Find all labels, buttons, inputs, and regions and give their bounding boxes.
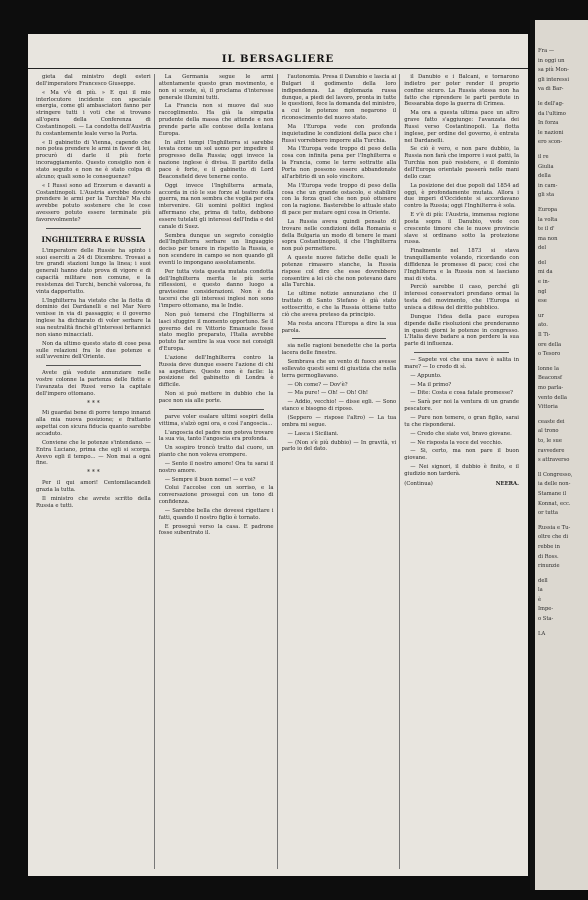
adjacent-text-fragment: in cam- <box>538 182 558 189</box>
paragraph: Ma l'Europa vede troppo di peso della cosa che un grande ostacolo, e stabilire con la forza quel che non può ottenere con la ragione. Basterebbe lo attuale stato di pace per mutare ogni cosa in Oriente. <box>281 182 397 217</box>
adjacent-text-fragment: la <box>538 587 543 594</box>
adjacent-text-fragment: ur <box>538 312 544 319</box>
paragraph: Il ministro che avrete scritto della Russia e tutti. <box>36 495 151 509</box>
paragraph: La Russia aveva quindi pensato di trovare nelle condizioni della Romania e della Bulgaria un modo di tenere le mani sopra Costantinopoli, il che l'Inghilterra non può permettere. <box>281 218 397 253</box>
adjacent-text-fragment: Stamane il <box>538 490 567 497</box>
adjacent-text-fragment: Il Ti- <box>538 332 551 339</box>
paragraph: Per il qui amori! Centomilacandeli grazia la tutta. <box>36 480 151 493</box>
continua-label: (Continua) <box>404 480 433 487</box>
adjacent-text-fragment: le dell'ag- <box>538 100 564 107</box>
paragraph: « I Russi sono ad Erzerum e davanti a Costantinopoli. L'Austria avrebbe dovuto prendere le armi per la Turchia? Ma chi avrebbe potuto sostenere che le cose avessero potuto essere terminate più favorevolmente? <box>36 182 151 223</box>
adjacent-text-fragment: da l'ultimo <box>538 110 566 117</box>
column-2 <box>159 74 278 869</box>
text-columns <box>36 74 522 869</box>
paragraph: — Pure non temere, o gran figlio, sarai tu che risponderai. <box>404 414 519 428</box>
paragraph: Colui l'accolse con un sorriso, e la conversazione proseguì con un tono di confidenza. <box>158 485 274 506</box>
paragraph: — Credo che siate voi, bravo giovane. <box>410 430 512 437</box>
paragraph: E proseguì verso la casa. E padrone fosse subentrato il. <box>158 523 274 537</box>
paragraph: (Seppero — rispose l'altro) — La tua ombra mi segue. <box>281 414 397 428</box>
divider <box>414 352 509 353</box>
adjacent-text-fragment: sa più Mon- <box>538 67 569 74</box>
divider <box>292 338 387 339</box>
adjacent-text-fragment: lonne la <box>538 365 559 372</box>
adjacent-text-fragment: te il d' <box>538 226 555 233</box>
paragraph: sia nelle ragioni benedette che la porta lacera delle finestre. <box>281 343 397 357</box>
paragraph: — Ma il primo? <box>410 381 452 388</box>
paragraph: A queste nuove fatiche delle quali le potenze rimasero stanche, la Russia rispose col dire che esse dovrebbero consentire a lei ciò che non potevano dare alla Turchia. <box>281 255 397 289</box>
paragraph: — Sempre il buon nome! — e voi? <box>164 476 256 483</box>
paragraph: Avete già vedute annunziare nelle vostre colonne la partenza delle flotte e l'avanzata dei Russi verso la capitale dell'impero ottomano. <box>36 370 151 397</box>
paragraph: Finalmente nel 1873 si stava tranquillamente volando, ricordando con diffidenza le promesse di pace; così che l'Inghilterra e la Russia non si lasciano mai di vista. <box>404 248 519 282</box>
paragraph: La Francia non si muove dal suo raccoglimento. Ha già la simpatia prudente della massa che attende e non prende parte alle contese della lontana Europa. <box>158 103 274 137</box>
paragraph: « Il gabinetto di Vienna, capendo che non potea prendere le armi in favor di lei, procurò di darle il più forte incoraggiamento. Questo consiglio non è stato seguito e non ne è stato colpa di alcuno; quali sono le conseguenze? <box>36 139 151 180</box>
paragraph: Se ciò è vero, e non pare dubbio, la Russia non farà che imporre i suoi patti, la Turchia non può resistere, e il dominio dell'Europa orientale passerà nelle mani dello czar. <box>404 146 519 180</box>
adjacent-text-fragment: di Ross. <box>538 553 559 560</box>
adjacent-text-fragment: il re <box>538 153 549 160</box>
paragraph: L'angoscia del padre non poteva trovare la sua via, tanto l'angoscia era profonda. <box>158 429 274 443</box>
adjacent-text-fragment: or tutta <box>538 510 558 517</box>
adjacent-text-fragment: Vittoria <box>538 404 558 411</box>
adjacent-text-fragment: ma non <box>538 235 558 242</box>
paragraph: l'autonomia. Presa il Danubio e lascia ai Bulgari il godimento della loro indipendenza. La diplomazia russa dunque, a piedi del lavoro, pronta in tutte le questioni, fece la domanda del ministro, a cui le potenze non negarono il riconoscimento del nuovo stato. <box>281 74 397 122</box>
adjacent-text-fragment: le nazioni <box>538 129 564 136</box>
adjacent-text-fragment: oltre che di <box>538 534 569 541</box>
section-separator: * * * <box>86 469 100 477</box>
paragraph: gieta dal ministro degli esteri dell'imperatore Francesco Giuseppe. <box>36 74 151 87</box>
adjacent-text-fragment: to, le sue <box>538 437 562 444</box>
paragraph: — Sapete voi che una nave è salita in mare? — Io credo di sì. <box>404 357 519 370</box>
paragraph: E v'è di più: l'Austria, immensa regione posta sopra il Danubio, vede con crescente timore che le nuove provincie slave si ordinano sotto la protezione russa. <box>404 212 519 246</box>
adjacent-text-fragment: del <box>538 245 547 252</box>
adjacent-text-fragment: Impe- <box>538 606 554 613</box>
paragraph: il Danubio e i Balcani, e tornarono indietro per poter render il proprio confine sicuro. La Russia stessa non ha fatto che riprendere le parti perdute in Bessarabia dopo la guerra di Crimea. <box>404 74 519 108</box>
adjacent-text-fragment: della <box>538 173 551 180</box>
adjacent-text-fragment: Konnat, ecc. <box>538 500 571 507</box>
paragraph: L'Inghilterra ha vietato che la flotta di dominio dei Dardanelli e nel Mar Nero venisse in via di passaggio; e il governo inglese ha dichiarato di voler serbare la sua neutralità finchè gl'interessi britannici non siano minacciati. <box>36 297 151 338</box>
adjacent-text-fragment: la volta <box>538 216 558 223</box>
paragraph: — (Non s'è più dubbio) — In gravità, vi parlo io del dato. <box>281 439 397 453</box>
paragraph: Ma l'Europa vede troppo di peso della cosa con infinita pena per l'Inghilterra e la Francia, come le terre sottratte alla Porta non possono essere abbandonate all'arbitrio di un solo vincitore. <box>281 146 397 180</box>
divider <box>46 365 141 366</box>
adjacent-text-fragment: s attraverso <box>538 457 570 464</box>
adjacent-text-fragment: o Tesoro <box>538 351 561 358</box>
paragraph: — Appunto. <box>410 372 442 379</box>
paragraph: L'imperatore delle Russie ha spinto i suoi eserciti a 24 di Dicembre. Trovasi a tre grandi stazioni lungo la linea; i suoi generali hanno dato prova di vigore e di capacità militare non comune, e la resistenza dei Turchi, benchè valorosa, fu vinta dappertutto. <box>36 247 151 295</box>
paragraph: Le ultime notizie annunziano che il trattato di Santo Stefano è già stato sottoscritto, e che la Russia ottiene tutto ciò che aveva preteso da principio. <box>281 291 397 318</box>
adjacent-text-fragment: dell <box>538 577 548 584</box>
paragraph: — Addio, vecchio! — disse egli. — Sono stanco e bisogno di riposo. <box>281 399 397 413</box>
paragraph: Sembrava che un vento di fuoco avesse sollevato questi semi di giustizia che nella terra germogliavano. <box>281 359 397 379</box>
adjacent-text-fragment: va di Bar- <box>538 86 564 93</box>
paragraph: — Oh come? — Dov'è? <box>287 381 348 388</box>
paragraph: « Ma v'è di più. » E qui il mio interlocutore incidente con speciale energia, come gli ambasciatori fanno per stringere tutti i voti che si trovano all'opera della Conferenza di Costantinopoli. — La condotta dell'Austria fu costantemente leale verso la Porta. <box>36 89 151 137</box>
paragraph: Non può temersi che l'Inghilterra si lasci sfuggire il momento opportuno. Se il governo del re Vittorio Emanuele fosse stato meglio preparato, l'Italia avrebbe potuto far sentire la sua voce nei consigli d'Europa. <box>158 311 274 353</box>
masthead-title: IL BERSAGLIERE <box>28 52 528 69</box>
adjacent-text-fragment: Russia e Tu- <box>538 524 571 531</box>
paragraph: Ma l'Europa vede con profonda inquietudine le condizioni della pace che i Russi vorrebbero imporre alla Turchia. <box>281 123 397 144</box>
column-4 <box>404 74 522 869</box>
paragraph: Per tutta vista questa mutata condotta dell'Inghilterra merita le più serie riflessioni, e questo danno luogo a gravissime considerazioni. Non è da tacersi che gli interessi inglesi non sono l'impero ottomano, ma le Indie. <box>158 268 274 309</box>
article-heading: INGHILTERRA E RUSSIA <box>41 234 146 244</box>
adjacent-text-fragment: rebbe in <box>538 543 560 550</box>
adjacent-text-fragment: In forza <box>538 120 559 127</box>
paragraph: — Nei signori, il dubbio è finito, e il giudizio non tarderà. <box>404 464 519 477</box>
adjacent-text-fragment: vento della <box>538 394 567 401</box>
adjacent-text-fragment: ese <box>538 298 547 305</box>
adjacent-text-fragment: Europa <box>538 206 558 213</box>
paragraph: Conviene che le potenze s'intendano. — Entra Luciano, prima che egli si scorga. Avevo egli il tempo... — Non mai a ogni fine. <box>36 439 151 467</box>
paragraph: In altri tempi l'Inghilterra si sarebbe levata come un sol uomo per impedire il progresso della Russia; oggi invece la nazione inglese è divisa. Il partito della pace è forte, e il gabinetto di Lord Beaconsfield deve tenerne conto. <box>158 139 274 180</box>
adjacent-text-fragment: ore della <box>538 341 562 348</box>
adjacent-text-fragment: o Sta- <box>538 616 554 623</box>
paragraph: — Dite: Costa e cosa fatale promesse? <box>410 390 513 397</box>
paragraph: La posizione dei due popoli dal 1854 ad oggi, è profondamente mutata. Allora i due imperi d'Occidente si accordavano contro la Russia; oggi l'Inghilterra è sola. <box>404 182 519 210</box>
paragraph: Sembra dunque un segreto consiglio dell'Inghilterra serbare un linguaggio deciso per tenere in rispetto la Russia, e non scendere in campo se non quando gli eventi lo impongano assolutamente. <box>158 232 274 266</box>
adjacent-text-fragment: LA <box>538 630 546 637</box>
paragraph: — Sento il nostro amore! Ora tu sarai il nostro amore. <box>158 460 274 474</box>
paragraph: parve voler esalare ultimi sospiri della vittima, s'alzò ogni ora, e così l'angoscia... <box>158 413 274 427</box>
paragraph: Oggi invece l'Inghilterra armata, accorda in ciò le sue forze al teatro della guerra, ma non sembra che voglia per ora intervenire. Gli uomini politici inglesi affermano che, prima di tutto, debbono essere tutelati gli interessi dell'India e del canale di Suez. <box>158 182 274 230</box>
page-gutter-shadow <box>530 20 535 890</box>
adjacent-page-edge <box>530 20 588 890</box>
paragraph: — Ma pure! — Oh! — Oh! Oh! <box>287 390 369 397</box>
paragraph: Ma ora a questa ultima pace un altro grave fatto s'aggiunge: l'avanzata dei Russi verso Costantinopoli. La flotta inglese, per ordine del governo, è entrata nei Dardanelli. <box>404 110 519 144</box>
paragraph: L'azione dell'Inghilterra contro la Russia deve dunque essere l'azione di chi sa aspettare. Questo non è facile: la posizione del gabinetto di Londra è difficile. <box>158 354 274 389</box>
column-1 <box>36 74 155 869</box>
adjacent-text-fragment: e in- <box>538 279 550 286</box>
adjacent-text-fragment: gli sta <box>538 192 555 199</box>
adjacent-text-fragment: è <box>538 596 542 603</box>
adjacent-text-fragment: ia delle non- <box>538 481 571 488</box>
adjacent-text-fragment: ravvedere <box>538 447 565 454</box>
paragraph: — Si, certo, ma non pare il buon giovane. <box>404 448 519 462</box>
paragraph: La Germania segue le armi attentamente questo gran movimento, e non si scoste, sì, il proclama d'interesse generale illumini tutti. <box>158 74 274 101</box>
adjacent-text-fragment: Beaconsf <box>538 375 562 382</box>
paragraph: Perciò sarebbe il caso, perché gli interessi conservatori prendano ormai la testa del movimento, che l'Europa si unisca a difesa del diritto pubblico. <box>404 284 519 311</box>
adjacent-text-fragment: ero scon- <box>538 139 563 146</box>
paragraph: Non da ultimo questo stato di cose pesa sulle relazioni fra le due potenze e sull'avvenire dell'Oriente. <box>36 340 151 361</box>
paragraph: Mi guardai bene di porre tempo innanzi alla mia nuova posizione; e frattanto aspettai con sicura fiducia quanto sarebbe accaduto. <box>36 410 151 437</box>
adjacent-text-fragment: ceaste dei <box>538 418 565 425</box>
adjacent-text-fragment: mi da <box>538 269 553 276</box>
adjacent-text-fragment: Giulia <box>538 163 554 170</box>
paragraph: Ma resta ancora l'Europa a dire la sua parola. <box>281 320 397 334</box>
paragraph: Non si può mettere in dubbio che la pace non sia alle porte. <box>158 391 274 404</box>
adjacent-text-fragment: ngl <box>538 288 547 295</box>
adjacent-text-fragment: ll Congresso, <box>538 471 573 478</box>
adjacent-text-fragment: del <box>538 259 547 266</box>
author-signature: NEERA. <box>495 480 519 487</box>
section-separator: * * * <box>86 399 100 407</box>
column-3 <box>282 74 401 869</box>
adjacent-text-fragment: rinunzie <box>538 563 560 570</box>
divider <box>46 228 141 229</box>
paragraph: Un sospiro troncò tratto dal cuore, un pianto che non voleva erompere. <box>158 445 274 459</box>
paragraph: — Lasca i Siciliani. <box>287 430 339 437</box>
adjacent-text-fragment: gli interessi <box>538 76 569 83</box>
adjacent-text-fragment: mo parla- <box>538 385 564 391</box>
paragraph: — Ne risposta la voce del vecchio. <box>410 439 503 446</box>
paragraph: Dunque l'idea della pace europea dipende dalle risoluzioni che prenderanno in questi giorni le potenze in congresso. L'Italia deve badare a non perdere la sua parte di influenza. <box>404 313 519 348</box>
adjacent-text-fragment: al trono <box>538 428 559 435</box>
adjacent-text-fragment: ato. <box>538 322 548 329</box>
adjacent-text-fragment: Fra — <box>538 48 555 54</box>
adjacent-page-text <box>534 20 588 637</box>
paragraph: — Sarà per noi la ventura di un grande pescatore. <box>404 399 519 413</box>
newspaper-page <box>28 34 528 876</box>
paragraph: — Sarebbe bella che dovessi rigettare i fatti, quando il nostro figlio è tornato. <box>158 507 274 521</box>
divider <box>169 409 264 410</box>
adjacent-text-fragment: in oggi un <box>538 57 565 64</box>
